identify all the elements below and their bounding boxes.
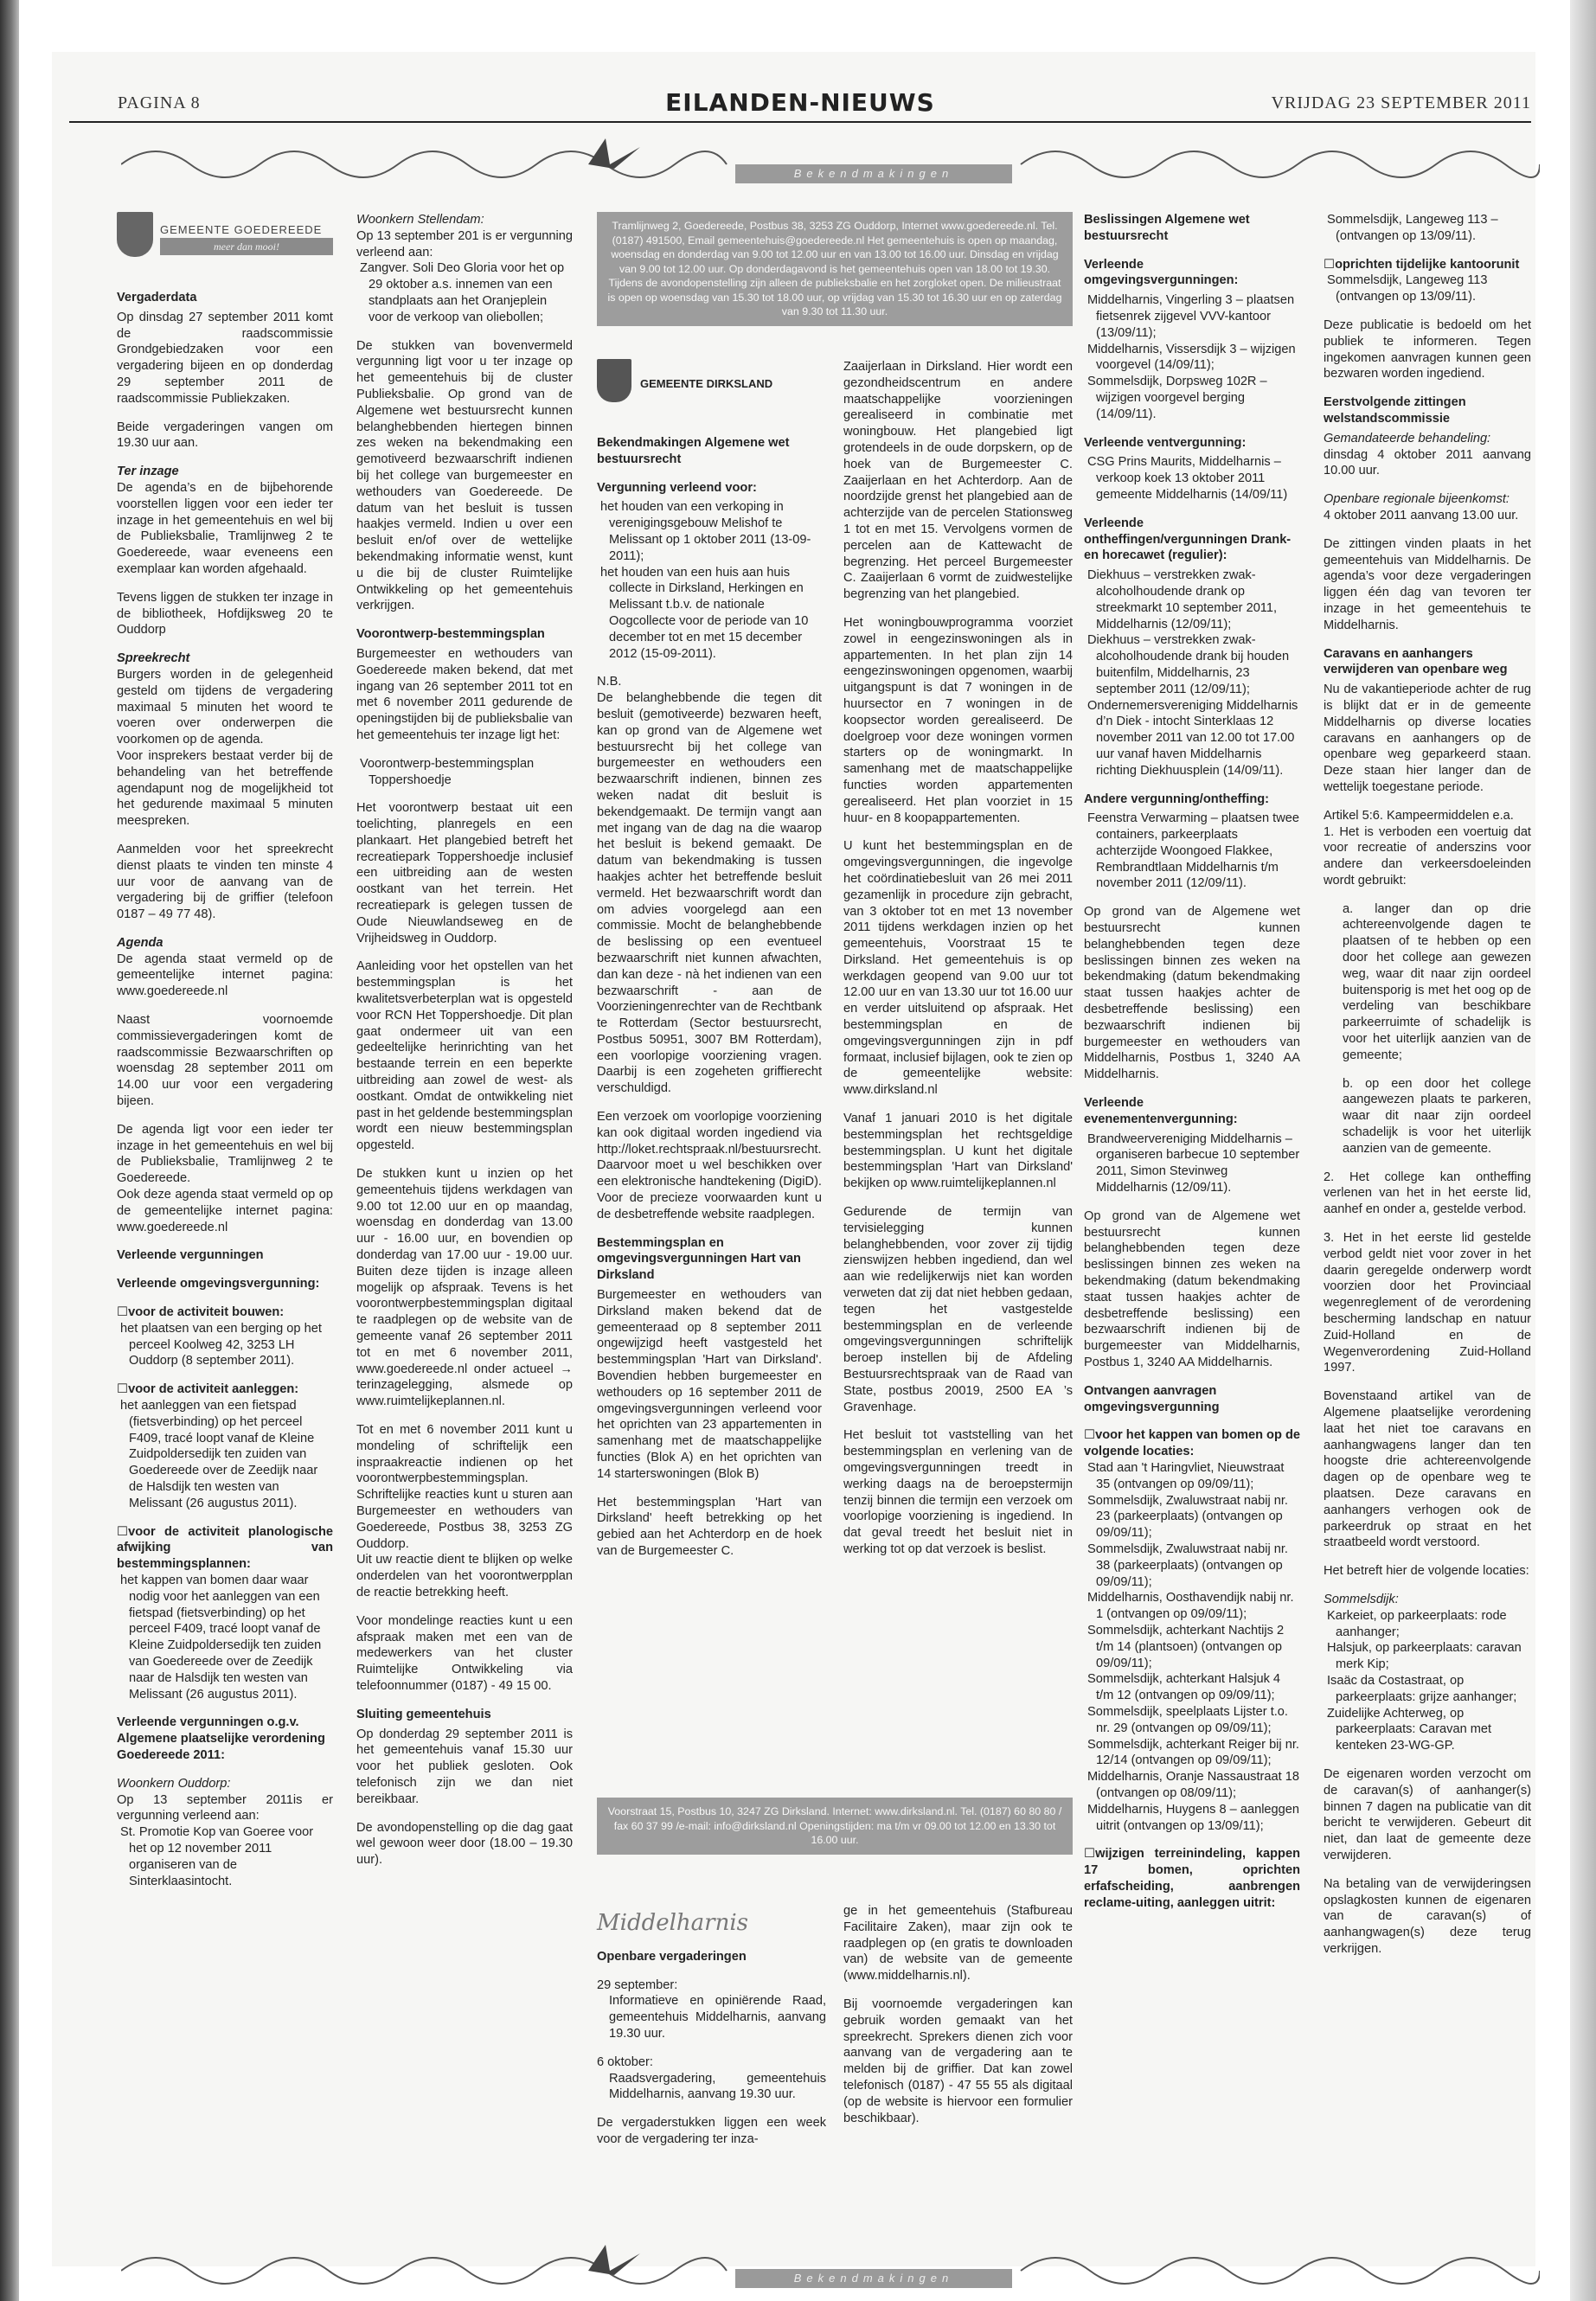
paragraph: Aanmelden voor het spreekrecht dienst plaats te vinden ten minste 4 uur voor de aanvang van de vergadering bij de griffier (telefoon 0187 – 49 77 48). <box>117 842 333 922</box>
checkbox-heading-kantoorunit: ☐ oprichten tijdelijke kantoorunit <box>1324 257 1531 273</box>
column-dirksland-2 <box>843 359 1073 1570</box>
list <box>117 1398 333 1512</box>
list <box>117 1573 333 1702</box>
column-middelharnis-1 <box>597 1903 826 2160</box>
list-item: Sommelsdijk, Zwaluwstraat nabij nr. 23 (parkeerplaats) (ontvangen op 09/09/11); <box>1087 1493 1288 1541</box>
list-item: Middelharnis, Huygens 8 – aanleggen uitrit (ontvangen op 13/09/11); <box>1087 1802 1300 1833</box>
paragraph: 1. Het is verboden een voertuig dat voor recreatie of anderszins voor andere dan verkeersdoeleinden wordt gebruikt: <box>1324 824 1531 888</box>
list-item: Voorontwerp-bestemmingsplan Toppershoedje <box>360 756 535 787</box>
paragraph: Op donderdag 29 september 2011 is het gemeentehuis vanaf 15.30 uur voor het publiek gesloten. Ook telefonisch zijn we dan niet bereikbaar. <box>356 1727 573 1806</box>
paragraph: Tot en met 6 november 2011 kunt u mondeling of schriftelijk een inspraakreactie indienen op het voorontwerpbestemmingsplan. Schriftelijke reacties kunt u sturen aan Burgemeester en wethouders van Goedereede, Postbus 38, 3253 ZG Ouddorp. <box>356 1422 573 1551</box>
banner-bottom <box>121 2236 1540 2297</box>
heading-caravans: Caravans en aanhangers verwijderen van openbare weg <box>1324 646 1508 677</box>
paragraph: Ook deze agenda staat vermeld op op de gemeentelijke internet pagina: www.goedereede.nl <box>117 1188 333 1234</box>
dirksland-logo-name: GEMEENTE DIRKSLAND <box>640 377 773 390</box>
list-item: Middelharnis, Oranje Nassaustraat 18 (ontvangen op 08/09/11); <box>1087 1770 1299 1800</box>
subheading-gemandateerd: Gemandateerde behandeling: <box>1324 431 1491 445</box>
heading-beslissingen: Beslissingen Algemene wet bestuursrecht <box>1084 213 1250 243</box>
list-item: Brandweervereniging Middelharnis – organiseren barbecue 10 september 2011, Simon Stevinweg Middelharnis (12/09/11). <box>1087 1131 1300 1195</box>
paragraph: Bovenstaand artikel van de Algemene plaatselijke verordening laat het niet toe caravans en aanhangwagens langer dan ten hoogste drie achtereenvolgende dagen op de openbare weg te plaatsen. Deze caravans en aanhangers verhogen ook de parkeerdruk op straat en het straatbeeld wordt verstoord. <box>1324 1389 1531 1550</box>
list-item: Sommelsdijk, Zwaluwstraat nabij nr. 38 (parkeerplaats) (ontvangen op 09/09/11); <box>1087 1541 1288 1589</box>
list <box>1084 1460 1300 1834</box>
heading-welstandscommissie: Eerstvolgende zittingen welstandscommissie <box>1324 395 1466 426</box>
heading-apv: Verleende vergunningen o.g.v. Algemene plaatselijke verordening Goedereede 2011: <box>117 1715 325 1762</box>
paragraph: Zaaijerlaan in Dirksland. Hier wordt een gezondheidscentrum en andere maatschappelijke voorzieningen gerealiseerd in combinatie met woningbouw. Het plangebied ligt grotendeels in de oude dorpskern, op de hoek van de Burgemeester C. Zaaijerlaan en het Achterdorp. Aan de noordzijde grenst het plangebied aan de achterzijde van de percelen Stationsweg 1 tot en met 15. Vervolgens vormen de percelen aan de Kattewacht de begrenzing. Het perceel Burgemeester C. Zaaijerlaan 6 vormt de zuidwestelijke begrenzing van het plangebied. <box>843 360 1073 602</box>
subheading-sommelsdijk: Sommelsdijk: <box>1324 1592 1399 1606</box>
list-item: het plaatsen van een berging op het perceel Koolweg 42, 3253 LH Ouddorp (8 september 2011). <box>120 1321 322 1368</box>
heading-vergunning-verleend: Vergunning verleend voor: <box>597 480 757 495</box>
list-item: Diekhuus – verstrekken zwak-alcoholhoudende drank bij houden buitenfilm, Middelharnis, 23 september 2011 (12/09/11); <box>1087 633 1290 696</box>
column-middelharnis-3 <box>1084 212 1300 1912</box>
middelharnis-logo: Middelharnis <box>597 1910 749 1936</box>
list <box>117 1321 333 1369</box>
list-item: Middelharnis, Vingerling 3 – plaatsen fietsenrek zijgevel VVV-kantoor (13/09/11); <box>1087 293 1295 340</box>
heading-vergaderdata: Vergaderdata <box>117 291 197 304</box>
paragraph: De stukken kunt u inzien op het gemeentehuis tijdens werkdagen van 9.00 tot 12.00 uur en op maandag, woensdag en donderdag van 13.00 uur - 16.00 uur, en bovendien op donderdag van 17.00 uur - 19.00 uur. Buiten deze tijden is inzage alleen mogelijk op afspraak. Tevens is het voorontwerpbestemmingsplan digitaal te raadplegen op de website van de gemeente vanaf 26 september 2011 tot en met 6 november 2011, www.goedereede.nl onder actueel → terinzagelegging, alsmede op www.ruimtelijkeplannen.nl. <box>356 1167 573 1409</box>
banner-top <box>121 130 1540 190</box>
list-item: Ondernemersvereniging Middelharnis d’n Diek - intocht Sinterklaas 12 november 2011 van 12.00 tot 17.00 uur vanaf haven Middelharnis richting Diekhuusplein (14/09/11). <box>1087 698 1298 778</box>
heading-voorontwerp: Voorontwerp-bestemmingsplan <box>356 627 545 642</box>
list-item: Zuidelijke Achterweg, op parkeerplaats: Caravan met kenteken 23-WG-GP. <box>1327 1706 1492 1753</box>
list-item: St. Promotie Kop van Goeree voor het op 12 november 2011 organiseren van de Sinterklaasintocht. <box>120 1825 314 1888</box>
heading-ventvergunning: Verleende ventvergunning: <box>1084 435 1247 450</box>
paragraph: De agenda staat vermeld op de gemeentelijke internet pagina: www.goedereede.nl <box>117 952 333 999</box>
goedereede-logo-motto: meer dan mooi! <box>160 238 333 255</box>
list-item: Feenstra Verwarming – plaatsen twee containers, parkeerplaats achterzijde Woongoed Flakkee, Rembrandtlaan Middelharnis t/m november 2011 (12/09/11). <box>1087 811 1299 891</box>
paragraph: Bij voornoemde vergaderingen kan gebruik worden gemaakt van het spreekrecht. Sprekers dienen zich voor aanvang van de vergadering aan te melden bij de griffier. Dat kan zowel telefonisch (0187) - 47 55 55 als digitaal (op de website is hiervoor een formulier beschikbaar). <box>843 1997 1073 2125</box>
list-item: Sommelsdijk, achterkant Nachtijs 2 t/m 14 (plantsoen) (ontvangen op 09/09/11); <box>1087 1623 1285 1670</box>
paragraph: De belanghebbende die tegen dit besluit (gemotiveerde) bezwaren heeft, kan op grond van de Algemene wet bestuursrecht bij het college van burgemeester en wethouders een bezwaarschrift indienen, binnen zes weken nadat dit besluit is bekendgemaakt. De termijn vangt aan met ingang van de dag na die waarop het besluit is bekend gemaakt. De datum van bekendmaking is tussen haakjes achter het betreffende besluit vermeld. Het bezwaarschrift wordt dan om advies voorgelegd aan een commissie. Mocht de belanghebbende de beslissing op een eventueel bezwaarschrift niet kunnen afwachten, dan kan deze - nà het indienen van een bezwaarschrift - aan de Voorzieningenrechter van de Rechtbank te Rotterdam (Sector bestuursrecht, Postbus 50951, 3007 BM Rotterdam), een voorlopige voorziening vragen. Daarbij is een zogeheten griffierecht verschuldigd. <box>597 691 822 1096</box>
checkbox-heading-terreinindeling: ☐ wijzigen terreinindeling, kappen 17 bomen, oprichten erfafscheiding, aanbrengen reclame-uiting, aanleggen uitrit: <box>1084 1846 1300 1911</box>
list <box>1324 272 1531 305</box>
column-middelharnis-4 <box>1324 212 1531 1970</box>
heading-ter-inzage: Ter inzage <box>117 465 179 479</box>
paragraph: b. op een door het college aangewezen plaats te parkeren, waar dit naar zijn oordeel schadelijk is voor het uiterlijk aanzien van de gemeente. <box>1343 1076 1531 1156</box>
dirksland-logo <box>597 359 822 428</box>
list <box>597 499 822 662</box>
paragraph: 3. Het in het eerste lid gestelde verbod geldt niet voor zover in het daarin geregelde onderwerp wordt voorzien door het Provinciaal wegenreglement of de verordening bescherming landschap en natuur Zuid-Holland en de Wegenverordening Zuid-Holland 1997. <box>1324 1231 1531 1375</box>
list <box>1084 1131 1300 1196</box>
list <box>1324 212 1531 245</box>
list-item: Zangver. Soli Deo Gloria voor het op 29 oktober a.s. innemen van een standplaats aan het Oranjeplein voor de verkoop van oliebollen; <box>360 261 565 324</box>
page-binding <box>0 0 19 2301</box>
paragraph: Het bestemmingsplan 'Hart van Dirksland' heeft betrekking op het gebied aan het Achterdorp en de hoek van de Burgemeester C. <box>597 1495 822 1558</box>
list-item: Sommelsdijk, achterkant Reiger bij nr. 12/14 (ontvangen op 09/09/11); <box>1087 1737 1299 1768</box>
list-item: Middelharnis, Oosthavendijk nabij nr. 1 (ontvangen op 09/09/11); <box>1087 1591 1294 1622</box>
column-dirksland-1 <box>597 359 822 1572</box>
column-goedereede-1 <box>117 212 333 1901</box>
paragraph: Raadsvergadering, gemeentehuis Middelharnis, aanvang 19.30 uur. <box>609 2071 826 2102</box>
checkbox-heading-aanleggen: ☐ voor de activiteit aanleggen: <box>117 1381 333 1398</box>
next-page-edge <box>1570 0 1596 2301</box>
paragraph: dinsdag 4 oktober 2011 aanvang 10.00 uur. <box>1324 447 1531 478</box>
paragraph: Naast voornoemde commissievergaderingen komt de raadscommissie Bezwaarschriften op woensdag 28 september 2011 om 14.00 uur voor een vergadering bijeen. <box>117 1013 333 1109</box>
paragraph: Beide vergaderingen vangen om 19.30 uur aan. <box>117 420 333 451</box>
paragraph: Nu de vakantieperiode achter de rug is blijkt dat er in de gemeente Middelharnis op diverse locaties caravans en aanhangers op de openbare weg geparkeerd staan. Deze staan hier langer dan de wettelijk toegestane periode. <box>1324 683 1531 794</box>
list-item: het houden van een huis aan huis collecte in Dirksland, Herkingen en Melissant t.b.v. de nationale Oogcollecte voor de periode van 10 december tot en met 15 december 2012 (15-09-2011). <box>600 565 809 661</box>
subheading-ouddorp: Woonkern Ouddorp: <box>117 1776 231 1791</box>
paragraph: Het besluit tot vaststelling van het bestemmingsplan en verlening van de omgevingsvergunningen treedt in werking daags na de beroepstermijn tenzij binnen die termijn een verzoek om voorlopige voorziening is ingediend. In dat geval treedt het besluit niet in werking tot op dat verzoek is beslist. <box>843 1428 1073 1556</box>
dirksland-contact-box: Voorstraat 15, Postbus 10, 3247 ZG Dirksland. Internet: www.dirksland.nl. Tel. (0187) 60 80 80 / fax 60 37 99 /e-mail: info@dirksland.nl Openingstijden: ma t/m vr 09.00 tot 12.00 en 13.30 tot 16.00 uur. <box>597 1798 1073 1855</box>
list-item: het houden van een verkoping in verenigingsgebouw Melishof te Melissant op 1 oktober 2011 (13-09-2011); <box>600 500 811 563</box>
paragraph: Burgers worden in de gelegenheid gesteld om tijdens de vergadering maximaal 5 minuten het woord te voeren over onderwerpen die voorkomen op de agenda. <box>117 667 333 747</box>
list-item: het aanleggen van een fietspad (fietsverbinding) op het perceel F409, tracé loopt vanaf de Kleine Zuidpoldersedijk ten zuiden van Goedereede over de Zeedijk naar de Halsdijk ten westen van Melissant (26 augustus 2011). <box>120 1399 318 1510</box>
paragraph: Het betreft hier de volgende locaties: <box>1324 1564 1529 1579</box>
paragraph: De vergaderstukken liggen een week voor de vergadering ter inza- <box>597 2116 826 2146</box>
paragraph: a. langer dan op drie achtereenvolgende dagen te plaatsen of te hebben op een door het college aan gewezen weg, waar dit naar zijn oordeel buitensporig is met het oog op de verdeling van beschikbare parkeerruimte of schadelijk is voor het uiterlijk aanzien van de gemeente; <box>1343 901 1531 1062</box>
list-item: Sommelsdijk, Langeweg 113 (ontvangen op 13/09/11). <box>1327 273 1488 304</box>
goedereede-logo <box>117 212 333 267</box>
paragraph: Aanleiding voor het opstellen van het bestemmingsplan is het kwalitetsverbeterplan wat is opgesteld voor RCN Het Toppershoedje. Dit plan gaat ondermeer uit van een gedeeltelijke herinrichting van het bestaande terrein en een beperkte uitbreiding aan zowel de west- als oostkant. Omdat de ontwikkeling niet past in het geldende bestemmingsplan wordt een nieuw bestemmingsplan opgesteld. <box>356 959 573 1153</box>
paragraph: Gedurende de termijn van tervisielegging kunnen belanghebbenden, voor zover zij tijdig zienswijzen hebben ingediend, dan wel aan wie redelijkerwijs niet kan worden verweten dat zij dat niet hebben gedaan, tegen het vastgestelde bestemmingsplan en de verleende omgevingsvergunningen schriftelijk beroep instellen bij de Afdeling Bestuursrechtspraak van de Raad van State, postbus 20019, 2500 EA ’s Gravenhage. <box>843 1205 1073 1414</box>
paragraph: Voor mondelinge reacties kunt u een afspraak maken met een van de medewerkers van het cluster Ruimtelijke Ontwikkeling via telefoonnummer (0187) - 49 15 00. <box>356 1613 573 1693</box>
paragraph: De agenda ligt voor een ieder ter inzage in het gemeentehuis en wel bij de Publieksbalie, Tramlijnweg 2 te Goedereede. <box>117 1122 333 1186</box>
list-item: Karkeiet, op parkeerplaats: rode aanhanger; <box>1327 1608 1507 1639</box>
goedereede-logo-name: GEMEENTE GOEDEREEDE <box>160 223 323 236</box>
heading-bekendmakingen: Bekendmakingen Algemene wet bestuursrecht <box>597 436 790 466</box>
list-item: Sommelsdijk, Langeweg 113 – (ontvangen op 13/09/11). <box>1327 213 1498 243</box>
paragraph: 2. Het college kan ontheffing verlenen van het in het eerste lid, aanhef en onder a, gestelde verbod. <box>1324 1170 1531 1217</box>
heading-agenda: Agenda <box>117 935 163 950</box>
issue-date: VRIJDAG 23 SEPTEMBER 2011 <box>1271 93 1531 112</box>
list-item: Sommelsdijk, Dorpsweg 102R – wijzigen voorgevel berging (14/09/11). <box>1087 375 1267 421</box>
paragraph: De avondopenstelling op die dag gaat wel gewoon weer door (18.00 – 19.30 uur). <box>356 1820 573 1868</box>
paragraph: Op 13 september 2011is er vergunning verleend aan: <box>117 1792 333 1823</box>
list <box>1084 567 1300 779</box>
paragraph: Burgemeester en wethouders van Goedereede maken bekend, dat met ingang van 26 september 2011 tot en met 6 november 2011 gedurende de openingstijden bij de publieksbalie van het gemeentehuis ter inzage ligt het: <box>356 646 573 742</box>
paragraph: 6 oktober: <box>597 2054 653 2069</box>
paragraph: Tevens liggen de stukken ter inzage in de bibliotheek, Hofdijksweg 20 te Ouddorp <box>117 590 333 638</box>
heading-evenementenvergunning: Verleende evenementenvergunning: <box>1084 1096 1238 1126</box>
heading-omgevingsvergunning: Verleende omgevingsvergunning: <box>117 1277 320 1292</box>
heading-verleende-vergunningen: Verleende vergunningen <box>117 1248 264 1263</box>
paragraph: De eigenaren worden verzocht om de caravan(s) of aanhanger(s) binnen 7 dagen na publicatie van dit bericht te verwijderen. Gebeurt dit niet, dan laat de gemeente deze verwijderen. <box>1324 1766 1531 1862</box>
list <box>1084 454 1300 503</box>
heading-spreekrecht: Spreekrecht <box>117 651 190 666</box>
checkbox-heading-kappen: ☐ voor het kappen van bomen op de volgende locaties: <box>1084 1427 1300 1460</box>
paragraph: Burgemeester en wethouders van Dirksland maken bekend dat de gemeenteraad op 8 september 2011 ongewijzigd heeft vastgesteld het bestemmingsplan 'Hart van Dirksland'. Bovendien hebben burgemeester en wethouders op 16 september 2011 de omgevingsvergunningen verleend voor het oprichten van 23 appartementen in samenhang met de maatschappelijke functies (Blok A) en het oprichten van 14 starterswoningen (Blok B) <box>597 1288 822 1481</box>
dirksland-crest-icon <box>597 359 631 402</box>
heading-sluiting: Sluiting gemeentehuis <box>356 1707 491 1721</box>
paragraph: Op grond van de Algemene wet bestuursrecht kunnen belanghebbenden tegen deze beslissingen binnen zes weken na bekendmaking (datum bekendmaking staat tussen haakjes achter de desbetreffende beslissing) een bezwaarschrift indienen bij burgemeester en wethouders van Middelharnis, Postbus 1, 3240 AA Middelharnis. <box>1084 905 1300 1082</box>
masthead <box>69 87 1531 123</box>
list-item: Stad aan 't Haringvliet, Nieuwstraat 35 (ontvangen op 09/09/11); <box>1087 1460 1285 1491</box>
column-middelharnis-2 <box>843 1903 1073 2138</box>
list-item: Isaäc da Costastraat, op parkeerplaats: grijze aanhanger; <box>1327 1673 1517 1704</box>
paragraph: Voor insprekers bestaat verder bij de behandeling van het betreffende agendapunt nog de mogelijkheid tot het gedurende maximaal 5 minuten meespreken. <box>117 748 333 829</box>
banner-label: Bekendmakingen <box>735 164 1012 183</box>
nb-label: N.B. <box>597 675 622 689</box>
paragraph: De stukken van bovenvermeld vergunning ligt voor u ter inzage op het gemeentehuis bij de cluster Publieksbalie. Op grond van de Algemene wet bestuursrecht kunnen belanghebbenden hiertegen binnen zes weken na bekendmaking een gemotiveerd bezwaarschrift indienen bij het college van burgemeester en wethouders van Goedereede. De datum van het besluit is tussen haakjes vermeld. Indien u over een besluit en/of over de wettelijke bekendmaking informatie wenst, kunt u die bij de cluster Ruimtelijke Ontwikkeling op het gemeentehuis verkrijgen. <box>356 338 573 613</box>
paragraph: De agenda’s en de bijbehorende voorstellen liggen voor een ieder ter inzage in het gemeentehuis en wel bij de Publieksbalie, Tramlijnweg 2 te Goedereede, waar eveneens een exemplaar kan worden afgehaald. <box>117 480 333 576</box>
list-item: Diekhuus – verstrekken zwak-alcoholhoudende drank op streekmarkt 10 september 2011, Middelharnis (12/09/11); <box>1087 568 1278 631</box>
subheading-regionaal: Openbare regionale bijeenkomst: <box>1324 492 1509 507</box>
heading-andere-vergunning: Andere vergunning/ontheffing: <box>1084 792 1270 806</box>
list-item: Halsjuk, op parkeerplaats: caravan merk Kip; <box>1327 1641 1522 1672</box>
checkbox-heading-bouwen: ☐ voor de activiteit bouwen: <box>117 1304 333 1321</box>
list-item: Middelharnis, Vissersdijk 3 – wijzigen voorgevel (14/09/11); <box>1087 342 1296 373</box>
list-item: Sommelsdijk, achterkant Halsjuk 4 t/m 12 (ontvangen op 09/09/11); <box>1087 1672 1281 1703</box>
list-item: het kappen van bomen daar waar nodig voor het aanleggen van een fietspad (fietsverbinding) op het perceel F409, tracé loopt vanaf de Kleine Zuidpoldersedijk ten zuiden van Goedereede over de Zeedijk naar de Halsdijk ten westen van Melissant (26 augustus 2011). <box>120 1573 322 1702</box>
list <box>117 1824 333 1889</box>
list <box>1084 811 1300 892</box>
goedereede-contact-box-wrap <box>597 212 1073 350</box>
list-item: CSG Prins Maurits, Middelharnis – verkoop koek 13 oktober 2011 gemeente Middelharnis (14/09/11) <box>1087 455 1288 502</box>
paragraph: Het voorontwerp bestaat uit een toelichting, planregels en een plankaart. Het plangebied betreft het recreatiepark Toppershoedje inclusief een uitbreiding aan de westen oostkant van het terrein. Het recreatiepark is gelegen tussen de Oude Nieuwlandseweg en de Vrijheidsweg in Ouddorp. <box>356 801 573 945</box>
goedereede-crest-icon <box>117 212 153 257</box>
heading-omgevingsvergunningen: Verleende omgevingsvergunningen: <box>1084 257 1239 288</box>
paragraph: Op dinsdag 27 september 2011 komt de raadscommissie Grondgebiedzaken voor een vergadering bijeen en op donderdag 29 september 2011 de raadscommissie Publiekzaken. <box>117 310 333 406</box>
checkbox-heading-planologisch: ☐ voor de activiteit planologische afwijking van bestemmingsplannen: <box>117 1524 333 1573</box>
subheading-stellendam: Woonkern Stellendam: <box>356 213 484 227</box>
paragraph: Uit uw reactie dient te blijken op welke onderdelen van het voorontwerpplan de reactie betrekking heeft. <box>356 1553 573 1599</box>
list <box>356 260 573 325</box>
banner-label-bottom: Bekendmakingen <box>735 2269 1012 2288</box>
page-number: PAGINA 8 <box>118 93 201 112</box>
paragraph: Een verzoek om voorlopige voorziening kan ook digitaal worden ingediend via http://loket.rechtspraak.nl/bestuursrecht. Daarvoor moet u wel beschikken over een elektronische handtekening (DigiD). Voor de precieze voorwaarden kunt u de desbetreffende website raadplegen. <box>597 1110 822 1221</box>
column-goedereede-2 <box>356 212 573 1881</box>
heading-ontvangen-aanvragen: Ontvangen aanvragen omgevingsvergunning <box>1084 1383 1220 1414</box>
list <box>1084 292 1300 422</box>
paragraph: ge in het gemeentehuis (Stafbureau Facilitaire Zaken), maar zijn ook te raadplegen op (en gratis te downloaden van) de website van de gemeente (www.middelharnis.nl). <box>843 1904 1073 1984</box>
paragraph: Op 13 september 201 is er vergunning verleend aan: <box>356 228 573 260</box>
paragraph: Informatieve en opiniërende Raad, gemeentehuis Middelharnis, aanvang 19.30 uur. <box>609 1994 826 2041</box>
goedereede-contact-box: Tramlijnweg 2, Goedereede, Postbus 38, 3253 ZG Ouddorp, Internet www.goedereede.nl. Tel. (0187) 491500, Email gemeentehuis@goedereede.nl Het gemeentehuis is open op maandag, woensdag en donderdag van 9.00 tot 12.00 uur en van 13.00 tot 16.00 uur. Dinsdag en vrijdag van 9.00 tot 12.00 uur. Op donderdagavond is het gemeentehuis open van 18.00 tot 19.30. Tijdens de avondopenstelling zijn alleen de publieksbalie en het zorgloket open. De milieustraat is open op woensdag van 15.30 tot 18.00 uur, op vrijdag van 15.30 tot 16.30 uur en op zaterdag van 9.30 tot 11.30 uur. <box>597 212 1073 326</box>
heading-openbare-vergaderingen: Openbare vergaderingen <box>597 1949 747 1964</box>
paragraph: Vanaf 1 januari 2010 is het digitale bestemmingsplan het rechtsgeldige bestemmingsplan. U kunt het digitale bestemmingsplan 'Hart van Dirksland' bekijken op www.ruimtelijkeplannen.nl <box>843 1112 1073 1191</box>
paragraph: 4 oktober 2011 aanvang 13.00 uur. <box>1324 508 1519 522</box>
paragraph: Het woningbouwprogramma voorziet zowel in eengezinswoningen als in appartementen. In het plan zijn 14 eengezinswoningen opgenomen, waarbij uitgangspunt is dat 7 woningen in de huursector en 7 woningen in de koopsector worden gerealiseerd. De doelgroep voor deze woningen vormen starters op de woningmarkt. In samenhang met de maatschappelijke functies worden appartementen gerealiseerd. Het plan voorziet in 15 huur- en 8 koopappartementen. <box>843 615 1073 825</box>
list <box>1324 1608 1531 1754</box>
paragraph: Deze publicatie is bedoeld om het publiek te informeren. Tegen ingekomen aanvragen kunnen geen bezwaren worden ingediend. <box>1324 317 1531 381</box>
article-title: Artikel 5:6. Kampeermiddelen e.a. <box>1324 808 1514 823</box>
paragraph: De zittingen vinden plaats in het gemeentehuis van Middelharnis. De agenda’s voor deze vergaderingen liggen één dag van tevoren ter inzage in het gemeentehuis te Middelharnis. <box>1324 536 1531 632</box>
paragraph: Na betaling van de verwijderingsen opslagkosten kunnen de eigenaren van de caravan(s) of aanhangwagen(s) deze terug verkrijgen. <box>1324 1876 1531 1956</box>
heading-hart-van-dirksland: Bestemmingsplan en omgevingsvergunningen Hart van Dirksland <box>597 1235 801 1283</box>
paragraph: 29 september: <box>597 1977 678 1992</box>
list-item: Sommelsdijk, speelplaats Lijster t.o. nr. 29 (ontvangen op 09/09/11); <box>1087 1704 1288 1735</box>
paragraph: U kunt het bestemmingsplan en de omgevingsvergunningen, die ingevolge het coördinatiebesluit van 26 mei 2011 gezamenlijk in procedure zijn gebracht, van 3 oktober tot en met 13 november 2011 tijdens werkdagen inzien op het gemeentehuis, Voorstraat 15 te Dirksland. Het gemeentehuis is op werkdagen geopend van 9.00 uur tot 12.00 uur en van 13.30 uur tot 16.00 uur en verder uitsluitend op afspraak. Het bestemmingsplan en de omgevingsvergunningen zijn in pdf formaat, inclusief bijlagen, ook te zien op de gemeentelijke website: www.dirksland.nl <box>843 839 1073 1098</box>
paragraph: Op grond van de Algemene wet bestuursrecht kunnen belanghebbenden tegen deze beslissingen binnen zes weken na bekendmaking (datum bekendmaking staat tussen haakjes achter de desbetreffende beslissing) een bezwaarschrift indienen bij de burgemeester van Middelharnis, Postbus 1, 3240 AA Middelharnis. <box>1084 1208 1300 1369</box>
newspaper-title: EILANDEN-NIEUWS <box>665 88 935 117</box>
list <box>356 756 573 789</box>
heading-drank-horeca: Verleende ontheffingen/vergunningen Drank- en horecawet (regulier): <box>1084 516 1292 563</box>
